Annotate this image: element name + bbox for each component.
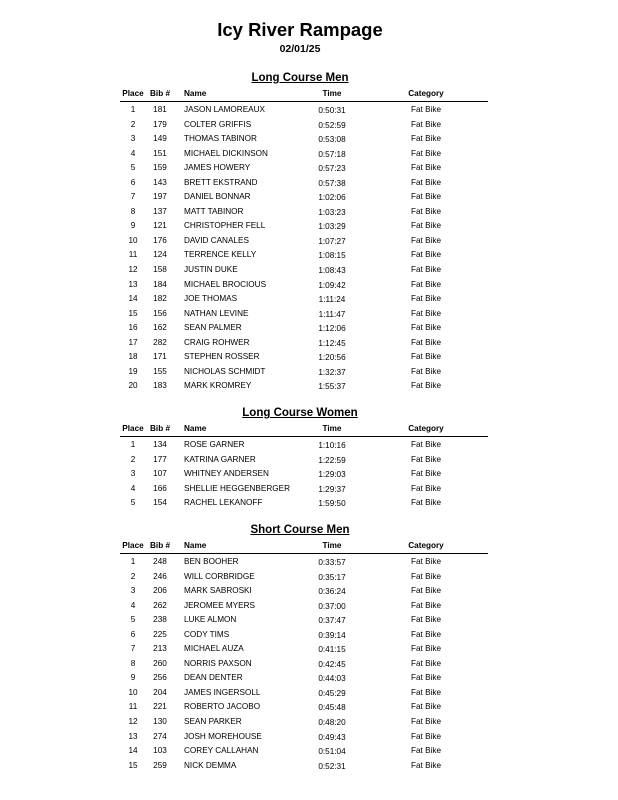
cell-place: 4 xyxy=(130,148,136,158)
cell-category: Fat Bike xyxy=(410,163,442,173)
cell-time: 1:07:27 xyxy=(318,236,346,246)
cell-category: Fat Bike xyxy=(410,746,442,756)
cell-place: 20 xyxy=(128,381,138,391)
cell-place: 5 xyxy=(130,498,136,508)
col-bib: Bib # xyxy=(150,424,171,433)
cell-category: Fat Bike xyxy=(410,644,442,654)
cell-name: TERRENCE KELLY xyxy=(184,250,257,260)
cell-category: Fat Bike xyxy=(410,323,442,333)
cell-name: NORRIS PAXSON xyxy=(184,658,252,668)
table-row xyxy=(0,134,618,149)
cell-place: 15 xyxy=(128,308,138,318)
table-row xyxy=(0,732,618,747)
table-row xyxy=(0,630,618,645)
col-category: Category xyxy=(408,89,444,98)
cell-name: JAMES HOWERY xyxy=(184,163,251,173)
cell-name: JEROMEE MYERS xyxy=(184,600,255,610)
cell-bib: 171 xyxy=(153,352,167,362)
cell-category: Fat Bike xyxy=(410,498,442,508)
cell-place: 4 xyxy=(130,600,136,610)
cell-category: Fat Bike xyxy=(410,629,442,639)
cell-name: COREY CALLAHAN xyxy=(184,746,259,756)
col-category: Category xyxy=(408,424,444,433)
cell-place: 13 xyxy=(128,731,138,741)
cell-time: 0:36:24 xyxy=(318,587,346,597)
cell-bib: 221 xyxy=(153,702,167,712)
cell-bib: 155 xyxy=(153,366,167,376)
cell-category: Fat Bike xyxy=(410,731,442,741)
cell-time: 0:57:23 xyxy=(318,164,346,174)
cell-category: Fat Bike xyxy=(410,687,442,697)
cell-time: 0:49:43 xyxy=(318,732,346,742)
cell-place: 3 xyxy=(130,134,136,144)
table-row xyxy=(0,615,618,630)
cell-time: 1:03:29 xyxy=(318,222,346,232)
cell-place: 8 xyxy=(130,206,136,216)
cell-category: Fat Bike xyxy=(410,760,442,770)
cell-category: Fat Bike xyxy=(410,440,442,449)
cell-time: 0:45:48 xyxy=(318,703,346,713)
cell-time: 0:52:31 xyxy=(318,761,346,771)
cell-time: 1:03:23 xyxy=(318,207,346,217)
cell-name: JAMES INGERSOLL xyxy=(184,687,261,697)
cell-place: 1 xyxy=(130,105,136,114)
cell-category: Fat Bike xyxy=(410,454,442,464)
cell-time: 1:59:50 xyxy=(318,499,346,509)
cell-name: NICK DEMMA xyxy=(184,760,237,770)
cell-name: WILL CORBRIDGE xyxy=(184,571,255,581)
cell-category: Fat Bike xyxy=(410,702,442,712)
table-row xyxy=(0,309,618,324)
cell-bib: 246 xyxy=(153,571,167,581)
cell-category: Fat Bike xyxy=(410,119,442,129)
cell-category: Fat Bike xyxy=(410,571,442,581)
table-header xyxy=(0,89,618,101)
table-row xyxy=(0,367,618,382)
cell-name: COLTER GRIFFIS xyxy=(184,119,252,129)
cell-bib: 107 xyxy=(153,469,167,479)
cell-place: 12 xyxy=(128,265,138,275)
cell-name: BRETT EKSTRAND xyxy=(184,177,258,187)
cell-time: 0:57:18 xyxy=(318,149,346,159)
table-row xyxy=(0,105,618,120)
cell-name: RACHEL LEKANOFF xyxy=(184,498,263,508)
col-bib: Bib # xyxy=(150,89,171,98)
col-bib: Bib # xyxy=(150,541,171,550)
cell-time: 1:22:59 xyxy=(318,455,346,465)
event-date: 02/01/25 xyxy=(279,43,321,55)
cell-place: 6 xyxy=(130,177,136,187)
cell-place: 17 xyxy=(128,337,138,347)
cell-category: Fat Bike xyxy=(410,586,442,596)
cell-time: 1:29:03 xyxy=(318,470,346,480)
cell-place: 9 xyxy=(130,221,136,231)
table-row xyxy=(0,120,618,135)
cell-place: 2 xyxy=(130,454,136,464)
cell-name: DAVID CANALES xyxy=(184,235,249,245)
section-title: Long Course Women xyxy=(242,407,358,419)
cell-bib: 181 xyxy=(153,105,167,114)
cell-name: WHITNEY ANDERSEN xyxy=(184,469,269,479)
cell-time: 0:39:14 xyxy=(318,630,346,640)
cell-category: Fat Bike xyxy=(410,308,442,318)
cell-name: CODY TIMS xyxy=(184,629,230,639)
cell-category: Fat Bike xyxy=(410,177,442,187)
cell-place: 2 xyxy=(130,571,136,581)
cell-time: 0:53:08 xyxy=(318,135,346,145)
cell-name: JOE THOMAS xyxy=(184,294,238,304)
table-row xyxy=(0,586,618,601)
cell-name: THOMAS TABINOR xyxy=(184,134,257,144)
cell-time: 0:33:57 xyxy=(318,558,346,567)
cell-category: Fat Bike xyxy=(410,134,442,144)
cell-bib: 213 xyxy=(153,644,167,654)
cell-bib: 204 xyxy=(153,687,167,697)
cell-time: 0:48:20 xyxy=(318,718,346,728)
cell-bib: 143 xyxy=(153,177,167,187)
cell-place: 14 xyxy=(128,746,138,756)
cell-time: 1:12:06 xyxy=(318,324,346,334)
table-row xyxy=(0,294,618,309)
cell-place: 18 xyxy=(128,352,138,362)
table-row xyxy=(0,265,618,280)
table-row xyxy=(0,717,618,732)
cell-place: 1 xyxy=(130,440,136,449)
cell-time: 0:50:31 xyxy=(318,106,346,115)
col-time: Time xyxy=(322,424,342,433)
results-rows xyxy=(0,105,618,396)
cell-name: CHRISTOPHER FELL xyxy=(184,221,266,231)
header-rule xyxy=(120,553,488,554)
cell-bib: 159 xyxy=(153,163,167,173)
cell-place: 11 xyxy=(128,702,138,712)
cell-bib: 259 xyxy=(153,760,167,770)
cell-bib: 137 xyxy=(153,206,167,216)
table-row xyxy=(0,484,618,499)
cell-place: 2 xyxy=(130,119,136,129)
table-row xyxy=(0,250,618,265)
table-row xyxy=(0,352,618,367)
table-row xyxy=(0,323,618,338)
cell-time: 1:11:24 xyxy=(318,295,346,305)
cell-place: 10 xyxy=(128,687,138,697)
cell-place: 4 xyxy=(130,483,136,493)
cell-time: 0:52:59 xyxy=(318,120,346,130)
cell-category: Fat Bike xyxy=(410,717,442,727)
cell-name: CRAIG ROHWER xyxy=(184,337,250,347)
cell-category: Fat Bike xyxy=(410,250,442,260)
cell-name: ROSE GARNER xyxy=(184,440,245,449)
cell-name: LUKE ALMON xyxy=(184,615,237,625)
table-row xyxy=(0,338,618,353)
cell-category: Fat Bike xyxy=(410,279,442,289)
table-row xyxy=(0,236,618,251)
cell-name: SEAN PALMER xyxy=(184,323,242,333)
cell-time: 1:09:42 xyxy=(318,280,346,290)
cell-time: 0:44:03 xyxy=(318,674,346,684)
cell-place: 6 xyxy=(130,629,136,639)
cell-category: Fat Bike xyxy=(410,221,442,231)
table-row xyxy=(0,702,618,717)
cell-place: 13 xyxy=(128,279,138,289)
cell-name: JASON LAMOREAUX xyxy=(184,105,265,114)
cell-name: DEAN DENTER xyxy=(184,673,243,683)
cell-place: 9 xyxy=(130,673,136,683)
cell-bib: 206 xyxy=(153,586,167,596)
cell-name: MATT TABINOR xyxy=(184,206,244,216)
cell-bib: 179 xyxy=(153,119,167,129)
cell-category: Fat Bike xyxy=(410,206,442,216)
cell-time: 1:02:06 xyxy=(318,193,346,203)
header-rule xyxy=(120,436,488,437)
cell-time: 1:20:56 xyxy=(318,353,346,363)
page-title: Icy River Rampage xyxy=(217,19,383,40)
header-rule xyxy=(120,101,488,102)
cell-bib: 260 xyxy=(153,658,167,668)
cell-bib: 238 xyxy=(153,615,167,625)
table-row xyxy=(0,440,618,455)
cell-name: JUSTIN DUKE xyxy=(184,265,238,275)
cell-name: NICHOLAS SCHMIDT xyxy=(184,366,266,376)
cell-bib: 166 xyxy=(153,483,167,493)
cell-category: Fat Bike xyxy=(410,366,442,376)
table-row xyxy=(0,280,618,295)
cell-category: Fat Bike xyxy=(410,381,442,391)
cell-place: 7 xyxy=(130,192,136,202)
cell-bib: 103 xyxy=(153,746,167,756)
table-row xyxy=(0,498,618,513)
cell-time: 1:55:37 xyxy=(318,382,346,392)
cell-bib: 130 xyxy=(153,717,167,727)
cell-place: 19 xyxy=(128,366,138,376)
table-row xyxy=(0,644,618,659)
cell-place: 14 xyxy=(128,294,138,304)
results-rows xyxy=(0,557,618,775)
cell-time: 1:32:37 xyxy=(318,367,346,377)
col-place: Place xyxy=(122,89,144,98)
col-place: Place xyxy=(122,541,144,550)
cell-bib: 182 xyxy=(153,294,167,304)
cell-bib: 282 xyxy=(153,337,167,347)
cell-time: 1:11:47 xyxy=(318,309,346,319)
table-row xyxy=(0,761,618,776)
cell-category: Fat Bike xyxy=(410,105,442,114)
col-time: Time xyxy=(322,541,342,550)
cell-name: SHELLIE HEGGENBERGER xyxy=(184,483,291,493)
cell-place: 11 xyxy=(128,250,138,260)
cell-name: MICHAEL BROCIOUS xyxy=(184,279,267,289)
col-name: Name xyxy=(184,89,207,98)
cell-bib: 256 xyxy=(153,673,167,683)
cell-bib: 156 xyxy=(153,308,167,318)
table-row xyxy=(0,673,618,688)
cell-time: 1:10:16 xyxy=(318,441,346,450)
cell-place: 16 xyxy=(128,323,138,333)
cell-time: 0:35:17 xyxy=(318,572,346,582)
cell-time: 0:37:47 xyxy=(318,616,346,626)
cell-name: STEPHEN ROSSER xyxy=(184,352,260,362)
cell-bib: 176 xyxy=(153,235,167,245)
cell-category: Fat Bike xyxy=(410,148,442,158)
cell-name: DANIEL BONNAR xyxy=(184,192,251,202)
cell-place: 8 xyxy=(130,658,136,668)
cell-name: ROBERTO JACOBO xyxy=(184,702,261,712)
cell-time: 1:08:15 xyxy=(318,251,346,261)
col-place: Place xyxy=(122,424,144,433)
table-row xyxy=(0,381,618,396)
cell-time: 0:41:15 xyxy=(318,645,346,655)
col-category: Category xyxy=(408,541,444,550)
results-rows xyxy=(0,440,618,513)
cell-name: MICHAEL AUZA xyxy=(184,644,244,654)
cell-time: 0:42:45 xyxy=(318,659,346,669)
cell-name: JOSH MOREHOUSE xyxy=(184,731,262,741)
cell-place: 7 xyxy=(130,644,136,654)
table-row xyxy=(0,163,618,178)
table-row xyxy=(0,149,618,164)
section-title: Short Course Men xyxy=(250,524,350,536)
cell-category: Fat Bike xyxy=(410,600,442,610)
table-row xyxy=(0,455,618,470)
cell-place: 3 xyxy=(130,469,136,479)
cell-name: MARK SABROSKI xyxy=(184,586,252,596)
cell-time: 0:51:04 xyxy=(318,747,346,757)
cell-name: MICHAEL DICKINSON xyxy=(184,148,268,158)
cell-name: MARK KROMREY xyxy=(184,381,252,391)
cell-bib: 134 xyxy=(153,440,167,449)
cell-bib: 158 xyxy=(153,265,167,275)
table-header xyxy=(0,424,618,436)
cell-category: Fat Bike xyxy=(410,483,442,493)
cell-place: 5 xyxy=(130,163,136,173)
col-name: Name xyxy=(184,424,207,433)
cell-bib: 184 xyxy=(153,279,167,289)
cell-bib: 154 xyxy=(153,498,167,508)
cell-place: 10 xyxy=(128,235,138,245)
table-row xyxy=(0,746,618,761)
cell-time: 0:57:38 xyxy=(318,178,346,188)
cell-category: Fat Bike xyxy=(410,337,442,347)
cell-bib: 177 xyxy=(153,454,167,464)
cell-name: KATRINA GARNER xyxy=(184,454,256,464)
cell-bib: 121 xyxy=(153,221,167,231)
cell-category: Fat Bike xyxy=(410,658,442,668)
table-row xyxy=(0,469,618,484)
cell-time: 1:12:45 xyxy=(318,338,346,348)
cell-time: 1:08:43 xyxy=(318,266,346,276)
cell-category: Fat Bike xyxy=(410,615,442,625)
table-row xyxy=(0,601,618,616)
cell-bib: 162 xyxy=(153,323,167,333)
cell-time: 0:45:29 xyxy=(318,688,346,698)
cell-time: 1:29:37 xyxy=(318,484,346,494)
table-row xyxy=(0,572,618,587)
cell-bib: 197 xyxy=(153,192,167,202)
cell-place: 1 xyxy=(130,557,136,566)
cell-category: Fat Bike xyxy=(410,352,442,362)
cell-place: 3 xyxy=(130,586,136,596)
table-row xyxy=(0,207,618,222)
section-title: Long Course Men xyxy=(251,72,349,84)
table-row xyxy=(0,659,618,674)
cell-category: Fat Bike xyxy=(410,673,442,683)
col-name: Name xyxy=(184,541,207,550)
table-row xyxy=(0,688,618,703)
cell-bib: 149 xyxy=(153,134,167,144)
cell-category: Fat Bike xyxy=(410,557,442,566)
cell-bib: 183 xyxy=(153,381,167,391)
cell-bib: 274 xyxy=(153,731,167,741)
cell-category: Fat Bike xyxy=(410,235,442,245)
table-row xyxy=(0,221,618,236)
table-row xyxy=(0,178,618,193)
cell-place: 5 xyxy=(130,615,136,625)
cell-place: 12 xyxy=(128,717,138,727)
cell-bib: 124 xyxy=(153,250,167,260)
cell-name: NATHAN LEVINE xyxy=(184,308,249,318)
cell-place: 15 xyxy=(128,760,138,770)
cell-time: 0:37:00 xyxy=(318,601,346,611)
cell-category: Fat Bike xyxy=(410,469,442,479)
cell-category: Fat Bike xyxy=(410,294,442,304)
table-header xyxy=(0,541,618,553)
cell-category: Fat Bike xyxy=(410,265,442,275)
cell-bib: 262 xyxy=(153,600,167,610)
cell-bib: 225 xyxy=(153,629,167,639)
cell-name: SEAN PARKER xyxy=(184,717,242,727)
col-time: Time xyxy=(322,89,342,98)
cell-bib: 248 xyxy=(153,557,167,566)
table-row xyxy=(0,557,618,572)
cell-category: Fat Bike xyxy=(410,192,442,202)
cell-bib: 151 xyxy=(153,148,167,158)
cell-name: BEN BOOHER xyxy=(184,557,239,566)
table-row xyxy=(0,192,618,207)
